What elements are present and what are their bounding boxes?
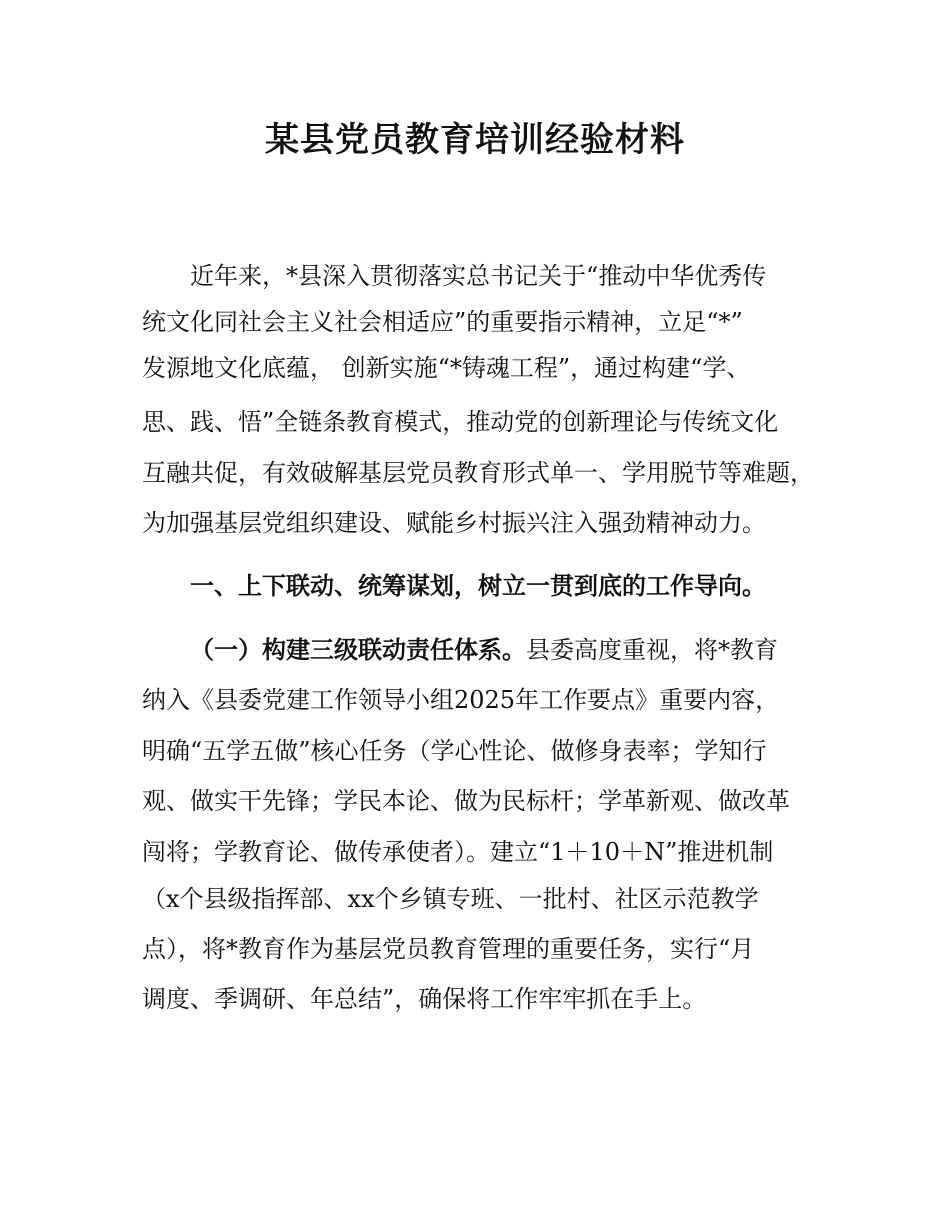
paragraph-line: 互融共促，有效破解基层党员教育形式单一、学用脱节等难题， bbox=[142, 459, 814, 487]
paragraph-line: 观、做实干先锋；学民本论、做为民标杆；学革新观、做改革 bbox=[142, 787, 790, 815]
section-heading: 一、上下联动、统筹谋划，树立一贯到底的工作导向。 bbox=[190, 572, 766, 600]
paragraph-line: 明确“五学五做”核心任务（学心性论、做修身表率；学知行 bbox=[142, 737, 767, 765]
paragraph-line: 闯将；学教育论、做传承使者）。建立“1＋10＋N”推进机制 bbox=[142, 838, 774, 866]
document-title: 某县党员教育培训经验材料 bbox=[265, 120, 685, 160]
paragraph-line: 思、践、悟”全链条教育模式，推动党的创新理论与传统文化 bbox=[142, 408, 779, 436]
paragraph-line: 调度、季调研、年总结”，确保将工作牢牢抓在手上。 bbox=[142, 985, 707, 1013]
paragraph-line: 纳入《县委党建工作领导小组2025年工作要点》重要内容， bbox=[142, 686, 780, 714]
subsection-heading: （一）构建三级联动责任体系。 bbox=[190, 636, 526, 664]
paragraph-line: 近年来，*县深入贯彻落实总书记关于“推动中华优秀传 bbox=[190, 262, 767, 290]
paragraph-line: 统文化同社会主义社会相适应”的重要指示精神，立足“*” bbox=[142, 308, 743, 336]
paragraph-line: （x个县级指挥部、xx个乡镇专班、一批村、社区示范教学 bbox=[142, 885, 759, 913]
subsection-first-line bbox=[190, 632, 778, 668]
paragraph-line: 为加强基层党组织建设、赋能乡村振兴注入强劲精神动力。 bbox=[142, 509, 766, 537]
paragraph-line: 发源地文化底蕴， 创新实施“*铸魂工程”，通过构建“学、 bbox=[142, 354, 751, 382]
subsection-first-line-text: 县委高度重视，将*教育 bbox=[526, 636, 778, 664]
paragraph-line: 点），将*教育作为基层党员教育管理的重要任务，实行“月 bbox=[142, 935, 755, 963]
